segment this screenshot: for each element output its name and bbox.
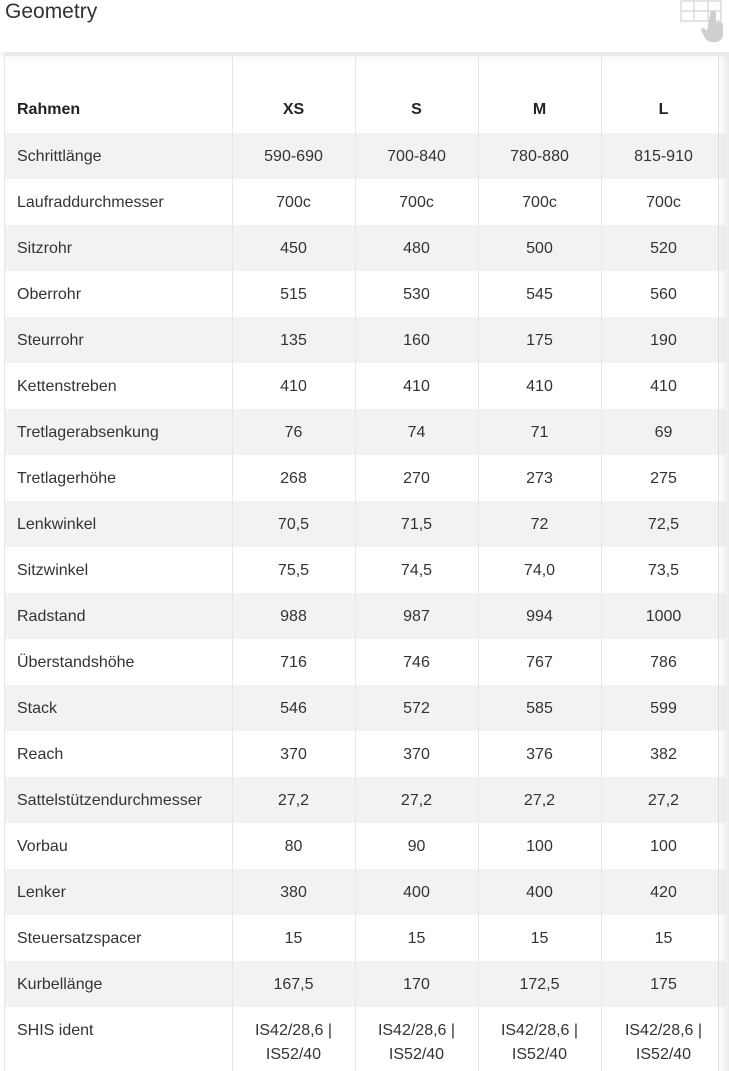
table-cell: 410 bbox=[478, 363, 601, 409]
table-cell: 599 bbox=[601, 685, 725, 731]
table-row bbox=[5, 593, 725, 639]
table-cell: 572 bbox=[355, 685, 478, 731]
table-cell: 590-690 bbox=[232, 133, 355, 179]
cell-line: IS42/28,6 | bbox=[624, 1022, 703, 1039]
table-cell: 767 bbox=[478, 639, 601, 685]
table-cell: 69 bbox=[601, 409, 725, 455]
column-header-s: S bbox=[355, 56, 478, 133]
table-row bbox=[5, 271, 725, 317]
table-cell: 994 bbox=[478, 593, 601, 639]
table-cell: 74,0 bbox=[478, 547, 601, 593]
table-row bbox=[5, 501, 725, 547]
horizontal-scroll-edge[interactable] bbox=[718, 56, 729, 1071]
table-cell: 420 bbox=[601, 869, 725, 915]
table-cell: 520 bbox=[601, 225, 725, 271]
table-cell bbox=[355, 1007, 478, 1071]
table-cell: 273 bbox=[478, 455, 601, 501]
cell-line: IS42/28,6 | bbox=[254, 1022, 333, 1039]
table-cell: 382 bbox=[601, 731, 725, 777]
column-header-l: L bbox=[601, 56, 725, 133]
geometry-header bbox=[0, 0, 729, 52]
table-cell: 73,5 bbox=[601, 547, 725, 593]
table-cell: 700-840 bbox=[355, 133, 478, 179]
table-row bbox=[5, 869, 725, 915]
table-body bbox=[5, 133, 725, 1071]
row-label: Vorbau bbox=[5, 823, 232, 869]
row-label: Lenkwinkel bbox=[5, 501, 232, 547]
cell-line: IS42/28,6 | bbox=[377, 1022, 456, 1039]
table-cell: 27,2 bbox=[232, 777, 355, 823]
table-cell: 72 bbox=[478, 501, 601, 547]
row-label: Laufraddurchmesser bbox=[5, 179, 232, 225]
table-cell: 76 bbox=[232, 409, 355, 455]
column-header-xs: XS bbox=[232, 56, 355, 133]
table-cell: 585 bbox=[478, 685, 601, 731]
row-label: Sitzwinkel bbox=[5, 547, 232, 593]
row-label: Lenker bbox=[5, 869, 232, 915]
table-row bbox=[5, 547, 725, 593]
table-cell: 370 bbox=[355, 731, 478, 777]
table-row bbox=[5, 225, 725, 271]
table-cell: 15 bbox=[355, 915, 478, 961]
table-cell: 160 bbox=[355, 317, 478, 363]
table-cell: 480 bbox=[355, 225, 478, 271]
page-title: Geometry bbox=[5, 0, 98, 23]
table-cell: 700c bbox=[478, 179, 601, 225]
table-cell: 450 bbox=[232, 225, 355, 271]
table-cell: 15 bbox=[601, 915, 725, 961]
table-cell: 172,5 bbox=[478, 961, 601, 1007]
column-header-frame: Rahmen bbox=[5, 56, 232, 133]
table-cell: 1000 bbox=[601, 593, 725, 639]
table-cell: 700c bbox=[355, 179, 478, 225]
row-label: Steuersatzspacer bbox=[5, 915, 232, 961]
table-cell: 135 bbox=[232, 317, 355, 363]
cell-line: IS42/28,6 | bbox=[500, 1022, 579, 1039]
table-cell: 780-880 bbox=[478, 133, 601, 179]
table-row bbox=[5, 179, 725, 225]
table-row bbox=[5, 455, 725, 501]
row-label: SHIS ident bbox=[5, 1007, 232, 1071]
table-cell: 400 bbox=[355, 869, 478, 915]
row-label: Sitzrohr bbox=[5, 225, 232, 271]
row-label: Steurrohr bbox=[5, 317, 232, 363]
table-cell: 100 bbox=[478, 823, 601, 869]
table-cell: 545 bbox=[478, 271, 601, 317]
table-row bbox=[5, 133, 725, 179]
table-cell: 370 bbox=[232, 731, 355, 777]
table-row bbox=[5, 823, 725, 869]
table-cell: 530 bbox=[355, 271, 478, 317]
table-row bbox=[5, 731, 725, 777]
table-cell: 70,5 bbox=[232, 501, 355, 547]
table-cell: 410 bbox=[601, 363, 725, 409]
table-cell: 90 bbox=[355, 823, 478, 869]
table-cell: 275 bbox=[601, 455, 725, 501]
table-row bbox=[5, 409, 725, 455]
table-cell: 515 bbox=[232, 271, 355, 317]
table-cell: 815-910 bbox=[601, 133, 725, 179]
table-cell: 27,2 bbox=[355, 777, 478, 823]
table-cell: 100 bbox=[601, 823, 725, 869]
table-cell: 268 bbox=[232, 455, 355, 501]
table-cell: 170 bbox=[355, 961, 478, 1007]
cell-line: IS52/40 bbox=[265, 1046, 322, 1063]
table-cell: 15 bbox=[232, 915, 355, 961]
row-label: Tretlagerabsenkung bbox=[5, 409, 232, 455]
table-row bbox=[5, 317, 725, 363]
geometry-table-container[interactable] bbox=[4, 56, 725, 1071]
row-label: Stack bbox=[5, 685, 232, 731]
table-cell: 190 bbox=[601, 317, 725, 363]
row-label: Kettenstreben bbox=[5, 363, 232, 409]
row-label: Oberrohr bbox=[5, 271, 232, 317]
table-view-icon[interactable] bbox=[680, 0, 726, 44]
table-cell: 27,2 bbox=[601, 777, 725, 823]
table-cell: 716 bbox=[232, 639, 355, 685]
table-cell: 74 bbox=[355, 409, 478, 455]
table-cell: 80 bbox=[232, 823, 355, 869]
table-cell: 270 bbox=[355, 455, 478, 501]
table-cell: 410 bbox=[232, 363, 355, 409]
geometry-table bbox=[5, 56, 725, 1071]
table-cell: 700c bbox=[232, 179, 355, 225]
table-cell: 987 bbox=[355, 593, 478, 639]
column-header-m: M bbox=[478, 56, 601, 133]
table-row bbox=[5, 777, 725, 823]
row-label: Sattelstützendurchmesser bbox=[5, 777, 232, 823]
table-cell: 175 bbox=[478, 317, 601, 363]
row-label: Reach bbox=[5, 731, 232, 777]
cell-line: IS52/40 bbox=[388, 1046, 445, 1063]
table-cell: 71 bbox=[478, 409, 601, 455]
table-cell: 175 bbox=[601, 961, 725, 1007]
row-label: Kurbellänge bbox=[5, 961, 232, 1007]
table-cell: 786 bbox=[601, 639, 725, 685]
table-cell: 376 bbox=[478, 731, 601, 777]
table-cell: 988 bbox=[232, 593, 355, 639]
table-cell: 546 bbox=[232, 685, 355, 731]
table-cell: 560 bbox=[601, 271, 725, 317]
table-header-row bbox=[5, 56, 725, 133]
table-row bbox=[5, 639, 725, 685]
table-cell bbox=[232, 1007, 355, 1071]
table-cell: 27,2 bbox=[478, 777, 601, 823]
table-cell: 500 bbox=[478, 225, 601, 271]
row-label: Tretlagerhöhe bbox=[5, 455, 232, 501]
row-label: Überstandshöhe bbox=[5, 639, 232, 685]
table-cell: 72,5 bbox=[601, 501, 725, 547]
cell-line: IS52/40 bbox=[511, 1046, 568, 1063]
row-label: Radstand bbox=[5, 593, 232, 639]
table-cell: 410 bbox=[355, 363, 478, 409]
table-row bbox=[5, 363, 725, 409]
table-cell: 700c bbox=[601, 179, 725, 225]
table-row bbox=[5, 1007, 725, 1071]
table-cell: 380 bbox=[232, 869, 355, 915]
table-cell: 75,5 bbox=[232, 547, 355, 593]
table-cell: 71,5 bbox=[355, 501, 478, 547]
cell-line: IS52/40 bbox=[635, 1046, 692, 1063]
table-row bbox=[5, 685, 725, 731]
table-cell bbox=[601, 1007, 725, 1071]
row-label: Schrittlänge bbox=[5, 133, 232, 179]
table-cell: 15 bbox=[478, 915, 601, 961]
table-cell: 400 bbox=[478, 869, 601, 915]
table-cell: 746 bbox=[355, 639, 478, 685]
table-cell bbox=[478, 1007, 601, 1071]
table-row bbox=[5, 915, 725, 961]
table-row bbox=[5, 961, 725, 1007]
table-cell: 74,5 bbox=[355, 547, 478, 593]
table-cell: 167,5 bbox=[232, 961, 355, 1007]
